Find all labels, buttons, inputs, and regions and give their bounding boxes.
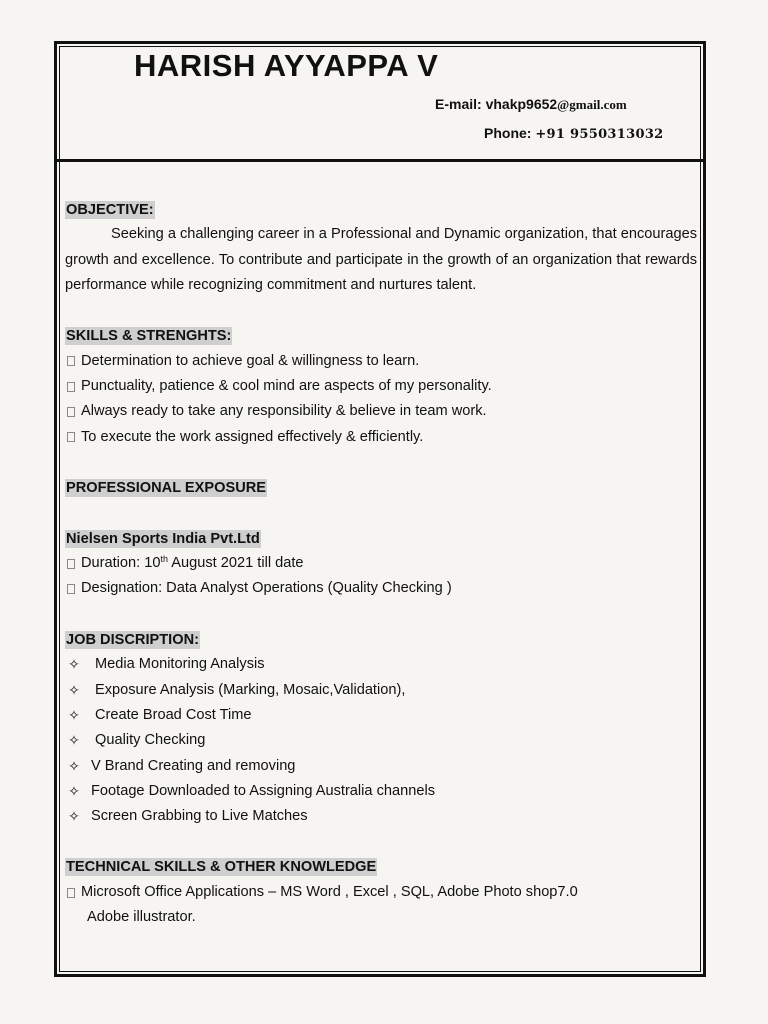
list-item bbox=[65, 728, 697, 753]
objective-text: Seeking a challenging career in a Professional and Dynamic organization, that encourages growth and excellence. To contribute and participate in the growth of an organization that rewards performance while recognizing commitment and nurtures talent. bbox=[65, 226, 697, 293]
technical-text: Microsoft Office Applications – MS Word , Excel , SQL, Adobe Photo shop7.0 bbox=[81, 884, 578, 901]
duration-text bbox=[81, 551, 304, 576]
box-bullet-icon bbox=[67, 407, 75, 417]
phone-label: Phone: bbox=[484, 125, 536, 141]
header-divider bbox=[57, 159, 703, 162]
list-item bbox=[65, 880, 697, 905]
list-item bbox=[65, 754, 697, 779]
resume-page bbox=[54, 41, 706, 977]
email-domain: @gmail.com bbox=[557, 97, 627, 112]
job-text: Screen Grabbing to Live Matches bbox=[91, 808, 308, 825]
email-line bbox=[435, 96, 627, 113]
star-bullet-icon: ✧ bbox=[68, 757, 80, 774]
job-text: Footage Downloaded to Assigning Australia channels bbox=[91, 782, 435, 799]
duration-prefix: Duration: 10 bbox=[81, 555, 161, 572]
technical-continuation: Adobe illustrator. bbox=[87, 909, 196, 926]
skill-text: Determination to achieve goal & willingness to learn. bbox=[81, 352, 420, 369]
star-bullet-icon: ✧ bbox=[68, 681, 80, 698]
star-bullet-icon: ✧ bbox=[68, 782, 80, 799]
list-item bbox=[65, 703, 697, 728]
job-text: Exposure Analysis (Marking, Mosaic,Validation), bbox=[95, 681, 406, 698]
skill-text: Always ready to take any responsibility & believe in team work. bbox=[81, 403, 487, 420]
candidate-name: HARISH AYYAPPA V bbox=[134, 48, 439, 83]
list-item bbox=[65, 779, 697, 804]
professional-heading: PROFESSIONAL EXPOSURE bbox=[66, 479, 267, 496]
star-bullet-icon: ✧ bbox=[68, 808, 80, 825]
company-name: Nielsen Sports India Pvt.Ltd bbox=[66, 530, 260, 547]
star-bullet-icon: ✧ bbox=[68, 706, 80, 723]
duration-ordinal: th bbox=[160, 554, 169, 565]
list-item bbox=[65, 349, 697, 374]
box-bullet-icon bbox=[67, 888, 75, 898]
skills-heading: SKILLS & STRENGHTS: bbox=[66, 328, 232, 345]
list-item bbox=[65, 374, 697, 399]
email-local: E-mail: vhakp9652 bbox=[435, 96, 558, 112]
objective-heading: OBJECTIVE: bbox=[66, 201, 154, 218]
technical-heading: TECHNICAL SKILLS & OTHER KNOWLEDGE bbox=[66, 859, 377, 876]
job-text: Create Broad Cost Time bbox=[95, 706, 252, 723]
list-item bbox=[65, 399, 697, 424]
resume-body bbox=[65, 197, 697, 931]
list-item bbox=[65, 678, 697, 703]
star-bullet-icon: ✧ bbox=[68, 656, 80, 673]
phone-line bbox=[484, 125, 664, 142]
list-item bbox=[65, 576, 697, 601]
list-item bbox=[65, 804, 697, 829]
box-bullet-icon bbox=[67, 382, 75, 392]
job-heading: JOB DISCRIPTION: bbox=[66, 631, 199, 648]
phone-number: +91 9550313032 bbox=[535, 127, 664, 142]
star-bullet-icon: ✧ bbox=[68, 732, 80, 749]
job-text: Media Monitoring Analysis bbox=[95, 656, 265, 673]
job-text: V Brand Creating and removing bbox=[91, 757, 296, 774]
designation-text: Designation: Data Analyst Operations (Quality Checking ) bbox=[81, 580, 452, 597]
duration-suffix: August 2021 till date bbox=[168, 555, 304, 572]
list-item bbox=[65, 425, 697, 450]
list-item bbox=[65, 551, 697, 576]
box-bullet-icon bbox=[67, 356, 75, 366]
box-bullet-icon bbox=[67, 432, 75, 442]
job-text: Quality Checking bbox=[95, 732, 206, 749]
skill-text: To execute the work assigned effectively & efficiently. bbox=[81, 428, 424, 445]
skill-text: Punctuality, patience & cool mind are aspects of my personality. bbox=[81, 378, 492, 395]
box-bullet-icon bbox=[67, 584, 75, 594]
box-bullet-icon bbox=[67, 559, 75, 569]
list-item bbox=[65, 652, 697, 677]
